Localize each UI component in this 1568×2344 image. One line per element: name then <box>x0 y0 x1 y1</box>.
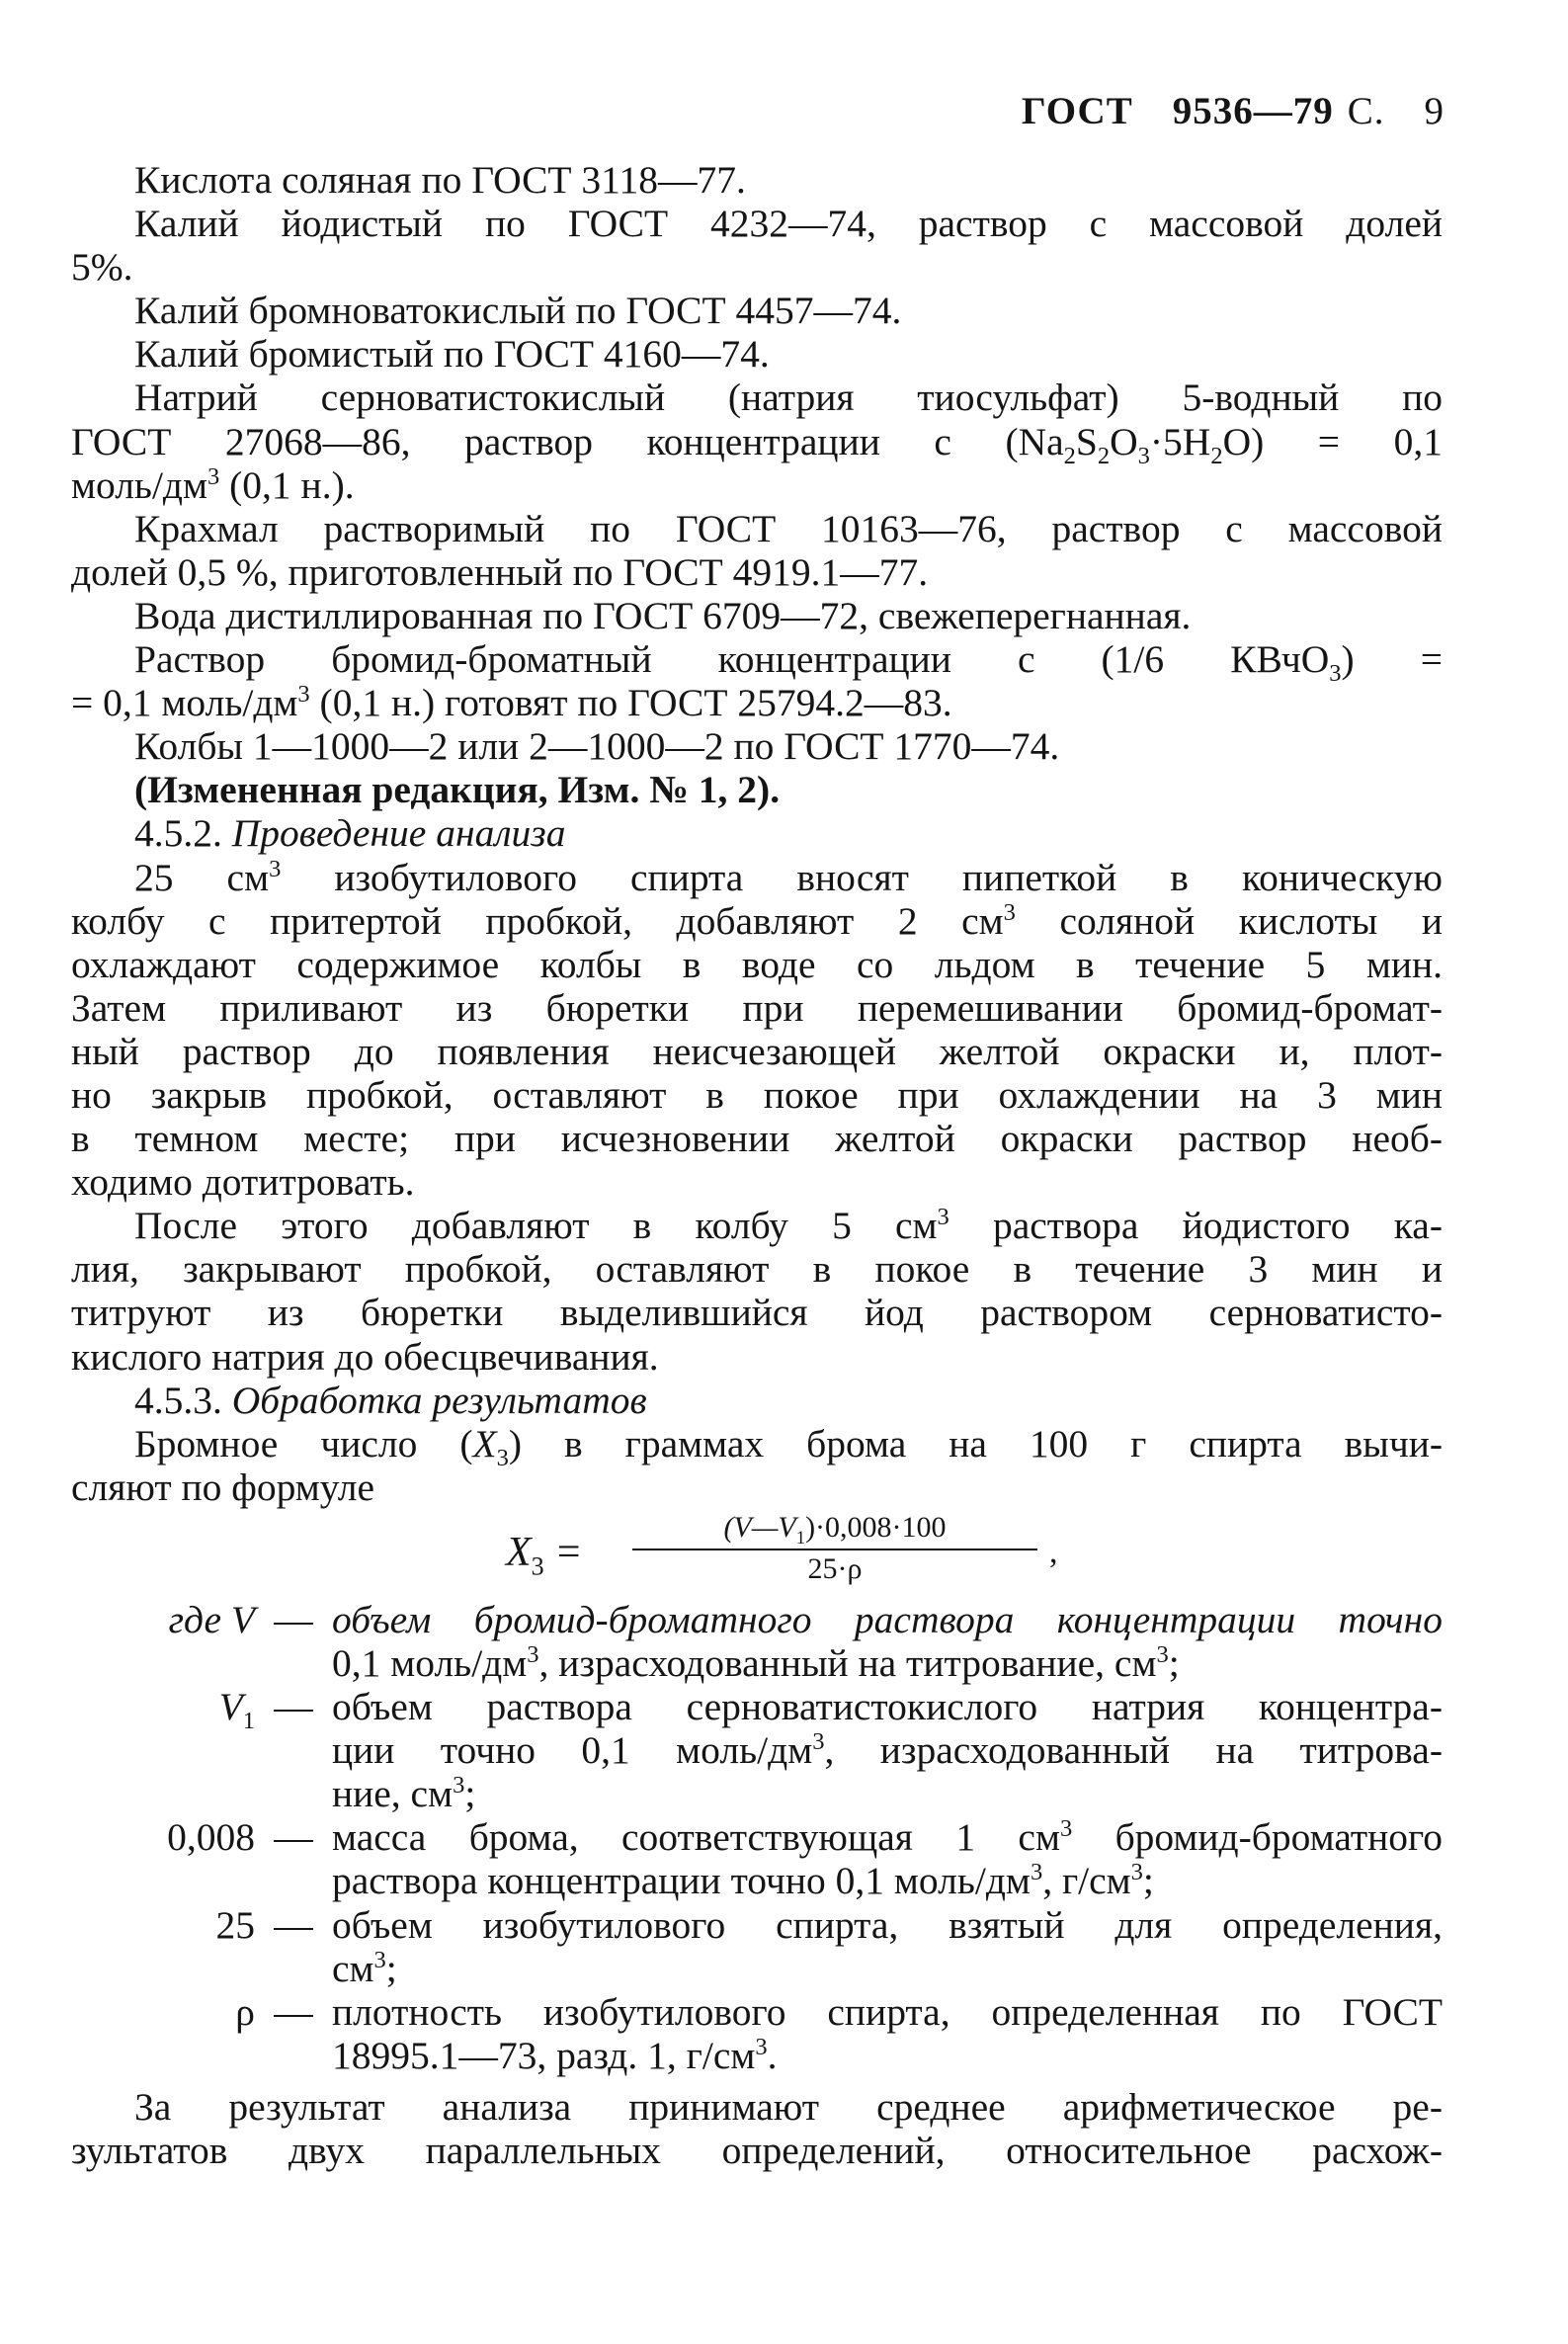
superscript: 3 <box>1030 1859 1043 1886</box>
procedure-p1-line8: ходимо дотитровать. <box>71 1160 415 1205</box>
document-body <box>71 158 1443 2172</box>
subscript: 3 <box>496 1444 509 1471</box>
def-line <box>332 1859 1443 1902</box>
formula-lhs-sub: 3 <box>531 1551 544 1581</box>
bromide-text-d: (0,1 н.) готовят по ГОСТ 25794.2—83. <box>309 681 952 725</box>
formula-lhs-var: X <box>506 1529 532 1575</box>
text: После этого добавляют в колбу 5 см <box>134 1204 938 1248</box>
definition-symbol <box>71 1598 255 1685</box>
procedure-p2-line3: титруют из бюретки выделившийся йод раствором серноватисто- <box>71 1291 1443 1335</box>
text: ции точно 0,1 моль/дм <box>332 1728 813 1773</box>
section-heading-procedure <box>71 811 1443 855</box>
formula-comma: , <box>1049 1533 1058 1570</box>
text: соляной кислоты и <box>1015 898 1443 943</box>
text: раствора концентрации точно 0,1 моль/дм <box>332 1859 1031 1903</box>
procedure-p2-line1 <box>71 1204 1443 1247</box>
procedure-p1-line5: ный раствор до появления неисчезающей желтой окраски и, плот- <box>71 1029 1443 1073</box>
numerator-text: (V—V <box>723 1510 796 1544</box>
superscript: 3 <box>269 855 282 882</box>
subscript: 2 <box>1210 442 1223 469</box>
text: , израсходованный на титрова- <box>824 1728 1443 1773</box>
section-number: 4.5.2. <box>134 811 222 856</box>
bromide-text-a: Раствор бромид-броматный концентрации с (1/6 КВчО <box>134 637 1330 682</box>
procedure-p1-line3: охлаждают содержимое колбы в воде со льдом в течение 5 мин. <box>71 942 1443 986</box>
definition-text <box>332 1903 1443 1990</box>
thio-text-b: S <box>1075 419 1098 463</box>
header-standard-number: 9536—79 <box>1172 90 1334 132</box>
dash: — <box>274 1597 313 1641</box>
procedure-p1-line6: но закрыв пробкой, оставляют в покое при охлаждении на 3 мин <box>71 1072 1443 1117</box>
superscript: 3 <box>527 1640 539 1668</box>
text: ; <box>385 1946 397 1990</box>
reagent-thiosulfate-line2 <box>71 419 1443 469</box>
subscript: 3 <box>1137 442 1150 469</box>
header-standard: ГОСТ <box>1021 90 1133 132</box>
procedure-p2-line4: кислого натрия до обесцвечивания. <box>71 1334 659 1379</box>
variable-definitions <box>71 1598 1443 2077</box>
bromine-number-formula <box>71 1509 1443 1594</box>
text: колбу с притертой пробкой, добавляют 2 см <box>71 898 1004 943</box>
definition-text <box>332 1815 1443 1902</box>
definition-symbol: ρ <box>235 1989 255 2034</box>
conclusion-line2: зультатов двух параллельных определений, относительное расхож- <box>71 2129 1443 2173</box>
variable: X <box>472 1421 497 1465</box>
dash: — <box>274 1685 313 1729</box>
subscript: 2 <box>1097 442 1111 469</box>
reagent-water: Вода дистиллированная по ГОСТ 6709—72, свежеперегнанная. <box>134 593 1192 637</box>
definition-text <box>332 1598 1443 1685</box>
thio-text-a: ГОСТ 27068—86, раствор концентрации с (Na <box>71 419 1064 463</box>
text: 18995.1—73, разд. 1, г/см <box>332 2033 756 2077</box>
definition-symbol: 0,008 <box>167 1815 255 1860</box>
def-line: объем изобутилового спирта, взятый для определения, <box>332 1902 1443 1947</box>
subscript: 3 <box>1329 659 1342 687</box>
superscript: 3 <box>373 1946 386 1973</box>
reagent-flasks: Колбы 1—1000—2 или 2—1000—2 по ГОСТ 1770—74. <box>134 724 1060 769</box>
procedure-p1-line2 <box>71 899 1443 943</box>
reagent-thiosulfate-line3 <box>71 463 1443 507</box>
reagent-ki-line1: Калий йодистый по ГОСТ 4232—74, раствор с массовой долей <box>134 202 1443 246</box>
definition-text <box>332 1990 1443 2077</box>
bromide-text-b: ) = <box>1341 637 1443 682</box>
page-header <box>998 89 1444 133</box>
reagent-starch-line2: долей 0,5 %, приготовленный по ГОСТ 4919.1—77. <box>71 549 929 594</box>
thio-text-d: ·5H <box>1149 419 1211 463</box>
reagent-kbro3: Калий бромноватокислый по ГОСТ 4457—74. <box>134 289 902 333</box>
definition-25 <box>71 1903 1443 1990</box>
reagent-bromide-bromate-line2 <box>71 681 1443 724</box>
definition-0008 <box>71 1815 1443 1902</box>
reagent-bromide-bromate-line1 <box>71 637 1443 687</box>
text: см <box>332 1946 374 1990</box>
header-page-number: 9 <box>1424 90 1444 132</box>
definition-text <box>332 1685 1443 1815</box>
reagent-starch-line1: Крахмал растворимый по ГОСТ 10163—76, раствор с массовой <box>134 506 1443 550</box>
superscript: 3 <box>812 1728 825 1756</box>
def-line: объем бромид-броматного раствора концентрации точно <box>332 1597 1443 1641</box>
procedure-p1-line1 <box>71 856 1443 899</box>
procedure-p1-line4: Затем приливают из бюретки при перемешивании бромид-бромат- <box>71 985 1443 1030</box>
formula-lhs: $X_3$ = <box>506 1529 583 1581</box>
definition-v <box>71 1598 1443 1685</box>
numerator-end: )·0,008·100 <box>805 1510 947 1544</box>
formula-fraction <box>632 1509 1037 1588</box>
superscript: 3 <box>1156 1640 1169 1668</box>
symbol-sub: 1 <box>242 1707 255 1734</box>
thio-text-e: O) = 0,1 <box>1222 419 1443 463</box>
formula-denominator: 25·ρ <box>807 1551 863 1585</box>
reagent-kbr: Калий бромистый по ГОСТ 4160—74. <box>134 332 770 377</box>
section-title: Обработка результатов <box>231 1378 647 1422</box>
reagent-hcl: Кислота соляная по ГОСТ 3118—77. <box>134 158 746 202</box>
definition-rho <box>71 1990 1443 2077</box>
text: изобутилового спирта вносят пипеткой в коническую <box>281 855 1443 899</box>
text: ; <box>1142 1859 1154 1903</box>
section-heading-results <box>71 1379 1443 1422</box>
formula-numerator <box>632 1509 1037 1550</box>
section-number: 4.5.3. <box>134 1378 222 1422</box>
superscript: 3 <box>453 1772 465 1800</box>
text: ) в граммах брома на 100 г спирта вычи- <box>508 1421 1443 1465</box>
reagent-ki-line2: 5%. <box>71 245 133 290</box>
symbol: V <box>218 1685 243 1729</box>
conclusion-line1: За результат анализа принимают среднее арифметическое ре- <box>134 2084 1443 2129</box>
def-line <box>332 1947 1443 1990</box>
reagent-thiosulfate-line1: Натрий серноватистокислый (натрия тиосульфат) 5-водный по <box>134 376 1443 420</box>
def-line <box>332 1641 1443 1685</box>
numerator-sub: 1 <box>795 1527 806 1549</box>
dash: — <box>274 1902 313 1947</box>
superscript: 3 <box>937 1204 949 1231</box>
text: 25 см <box>134 855 270 899</box>
revision-note: (Измененная редакция, Изм. № 1, 2). <box>134 768 781 812</box>
dash: — <box>274 1815 313 1860</box>
definition-symbol: 25 <box>215 1902 255 1947</box>
text: раствора йодистого ка- <box>949 1204 1443 1248</box>
superscript: 3 <box>755 2033 768 2060</box>
superscript: 3 <box>1130 1859 1143 1886</box>
definition-symbol <box>71 1685 255 1815</box>
superscript: 3 <box>1059 1815 1073 1843</box>
def-line <box>332 1815 1443 1859</box>
results-intro-line2: сляют по формуле <box>71 1465 375 1509</box>
text: , израсходованный на титрование, см <box>538 1641 1157 1685</box>
text: ; <box>1168 1641 1180 1685</box>
definition-v1 <box>71 1685 1443 1815</box>
thio-text-c: O <box>1110 419 1138 463</box>
bromide-text-c: = 0,1 моль/дм <box>71 681 298 725</box>
text: ; <box>464 1772 476 1816</box>
text: 0,1 моль/дм <box>332 1641 528 1685</box>
thio-text-g: (0,1 н.). <box>219 462 355 507</box>
text: масса брома, соответствующая 1 см <box>332 1815 1060 1860</box>
superscript: 3 <box>1003 898 1016 926</box>
text: Бромное число ( <box>134 1421 473 1465</box>
results-intro-line1 <box>71 1421 1443 1471</box>
def-line <box>332 1772 1443 1815</box>
where-word: где <box>168 1597 221 1641</box>
def-line: объем раствора серноватистокислого натрия концентра- <box>332 1685 1443 1729</box>
thio-text-f: моль/дм <box>71 462 208 507</box>
text: . <box>767 2033 778 2077</box>
def-line <box>332 2034 1443 2077</box>
subscript: 2 <box>1063 442 1076 469</box>
text: бромид-броматного <box>1072 1815 1444 1860</box>
section-title: Проведение анализа <box>231 811 566 856</box>
def-line <box>332 1728 1443 1772</box>
def-line: плотность изобутилового спирта, определенная по ГОСТ <box>332 1989 1443 2034</box>
superscript: 3 <box>207 462 220 490</box>
procedure-p2-line2: лия, закрывают пробкой, оставляют в покое в течение 3 мин и <box>71 1247 1443 1292</box>
text: ние, см <box>332 1772 454 1816</box>
procedure-p1-line7: в темном месте; при исчезновении желтой окраски раствор необ- <box>71 1117 1443 1161</box>
text: , г/см <box>1042 1859 1131 1903</box>
symbol: V <box>230 1597 255 1641</box>
dash: — <box>274 1989 313 2034</box>
superscript: 3 <box>297 680 310 708</box>
header-page-label: С. <box>1347 90 1385 132</box>
